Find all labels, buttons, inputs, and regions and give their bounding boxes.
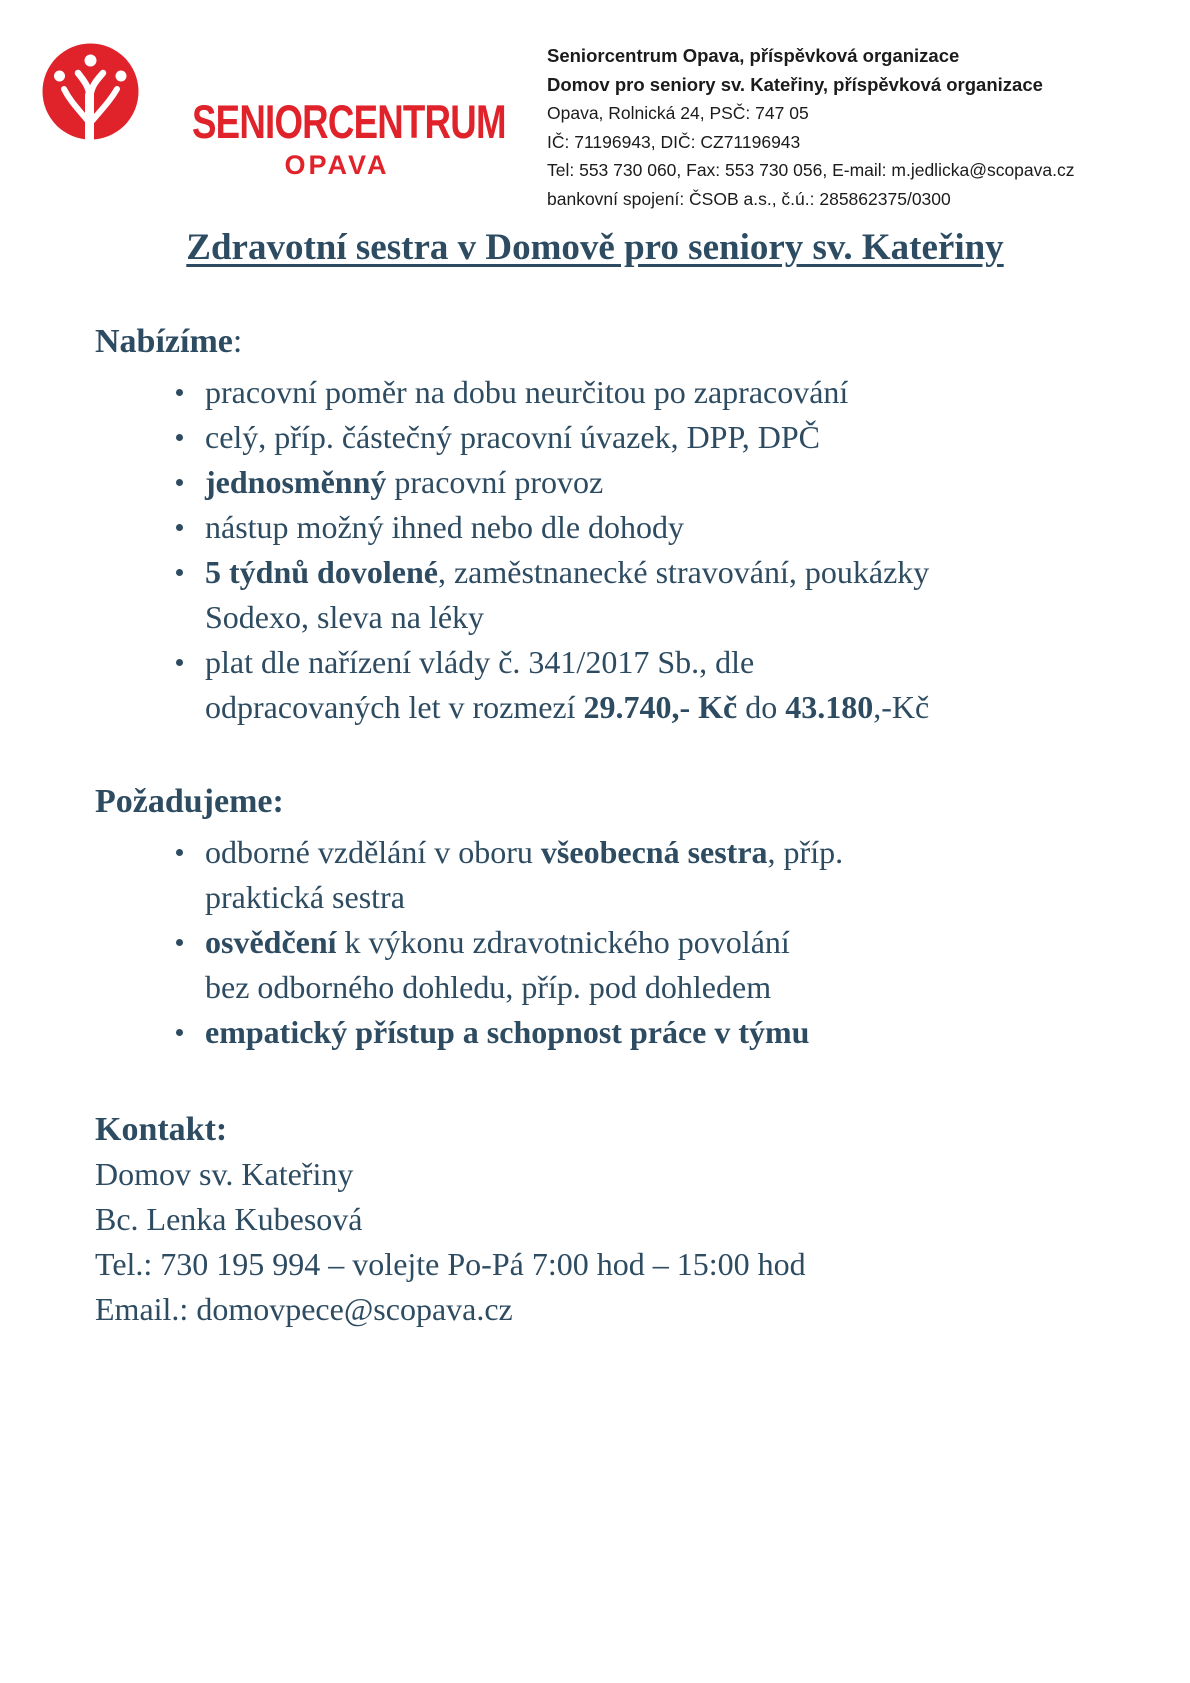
bullet-item: jednosměnný pracovní provoz <box>205 460 1130 505</box>
org-line: Domov pro seniory sv. Kateřiny, příspěvková organizace <box>547 73 1043 95</box>
contact-line: Domov sv. Kateřiny <box>95 1156 354 1192</box>
org-info-block <box>547 42 1107 213</box>
org-line: Opava, Rolnická 24, PSČ: 747 05 <box>547 103 809 123</box>
offers-heading-text: Nabízíme <box>95 323 233 360</box>
bullet-item: pracovní poměr na dobu neurčitou po zapracování <box>205 370 1130 415</box>
bullet-item: plat dle nařízení vlády č. 341/2017 Sb., dle odpracovaných let v rozmezí 29.740,- Kč do 43.180,-Kč <box>205 640 1130 730</box>
requirements-heading <box>95 780 1130 824</box>
bullet-item: nástup možný ihned nebo dle dohody <box>205 505 1130 550</box>
offers-heading-colon: : <box>232 323 243 360</box>
logo-brand-text: SENIORCENTRUM <box>192 95 506 148</box>
contact-line: Bc. Lenka Kubesová <box>95 1201 363 1237</box>
bullet-item: odborné vzdělání v oboru všeobecná sestra, příp. praktická sestra <box>205 830 1130 920</box>
section-offers <box>95 320 1130 730</box>
requirements-heading-text: Požadujeme: <box>95 783 284 820</box>
contact-line: Email.: domovpece@scopava.cz <box>95 1291 513 1327</box>
offers-bullet-list <box>95 370 1130 730</box>
document-body <box>0 226 1190 1332</box>
org-line: IČ: 71196943, DIČ: CZ71196943 <box>547 131 801 152</box>
offers-heading <box>95 320 1130 364</box>
section-contact <box>95 1107 1190 1332</box>
contact-line: Tel.: 730 195 994 – volejte Po-Pá 7:00 hod – 15:00 hod <box>95 1246 806 1282</box>
bullet-item: 5 týdnů dovolené, zaměstnanecké stravování, poukázky Sodexo, sleva na léky <box>205 550 1130 640</box>
letterhead <box>0 0 1190 220</box>
logo <box>42 43 506 180</box>
org-line: Seniorcentrum Opava, příspěvková organizace <box>547 45 960 66</box>
seniorcentrum-logo-icon <box>42 43 139 140</box>
bullet-item: celý, příp. částečný pracovní úvazek, DPP, DPČ <box>205 415 1130 460</box>
page-title: Zdravotní sestra v Domově pro seniory sv. Kateřiny <box>186 227 1004 268</box>
bullet-item: empatický přístup a schopnost práce v týmu <box>205 1010 1130 1055</box>
org-line: bankovní spojení: ČSOB a.s., č.ú.: 285862375/0300 <box>547 188 951 209</box>
contact-heading: Kontakt: <box>95 1111 228 1148</box>
requirements-bullet-list <box>95 830 1130 1055</box>
contact-lines <box>95 1152 1190 1332</box>
section-requirements <box>95 780 1130 1055</box>
logo-brand-sub: OPAVA <box>284 150 390 180</box>
org-line: Tel: 553 730 060, Fax: 553 730 056, E-mail: m.jedlicka@scopava.cz <box>547 160 1075 180</box>
bullet-item: osvědčení k výkonu zdravotnického povolání bez odborného dohledu, příp. pod dohledem <box>205 920 1130 1010</box>
